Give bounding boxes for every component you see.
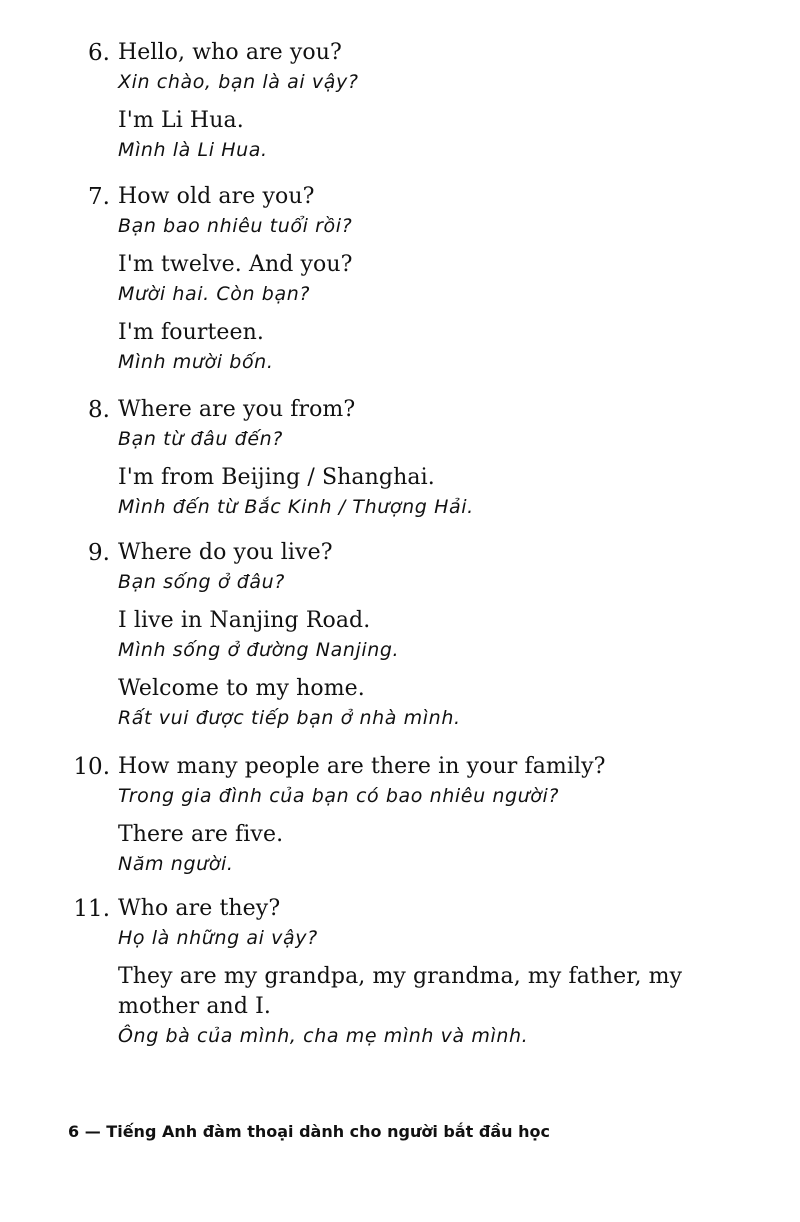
english-line: Where do you live?	[118, 540, 333, 565]
page-number: 6	[68, 1122, 80, 1141]
vietnamese-line: Họ là những ai vậy?	[118, 927, 318, 949]
english-line: I live in Nanjing Road.	[118, 608, 371, 633]
item-content	[118, 894, 748, 1050]
vietnamese-line: Xin chào, bạn là ai vậy?	[118, 71, 359, 93]
vietnamese-line: Mình đến từ Bắc Kinh / Thượng Hải.	[118, 496, 474, 518]
item-number: 8.	[88, 397, 110, 423]
english-line: I'm fourteen.	[118, 320, 265, 345]
vietnamese-line: Mình sống ở đường Nanjing.	[118, 639, 400, 661]
item-number: 7.	[88, 184, 110, 210]
item-number: 9.	[88, 540, 110, 566]
vietnamese-line: Bạn bao nhiêu tuổi rồi?	[118, 215, 353, 237]
vietnamese-line: Mười hai. Còn bạn?	[118, 283, 311, 305]
vietnamese-line: Năm người.	[118, 853, 234, 875]
english-line: I'm twelve. And you?	[118, 252, 353, 277]
item-content	[118, 182, 748, 376]
item-content	[118, 395, 748, 521]
item-content	[118, 538, 748, 732]
english-line: There are five.	[118, 822, 284, 847]
item-number: 10.	[73, 754, 110, 780]
vietnamese-line: Ông bà của mình, cha mẹ mình và mình.	[118, 1025, 529, 1047]
vietnamese-line: Trong gia đình của bạn có bao nhiêu người?	[118, 785, 560, 807]
vietnamese-line: Rất vui được tiếp bạn ở nhà mình.	[118, 707, 461, 729]
english-line: Welcome to my home.	[118, 676, 365, 701]
page-footer	[68, 1120, 550, 1144]
vietnamese-line: Bạn sống ở đâu?	[118, 571, 285, 593]
english-line: I'm from Beijing / Shanghai.	[118, 465, 435, 490]
item-number: 6.	[88, 40, 110, 66]
english-line: How old are you?	[118, 184, 315, 209]
english-line: How many people are there in your family?	[118, 754, 606, 779]
vietnamese-line: Mình là Li Hua.	[118, 139, 268, 161]
english-line: I'm Li Hua.	[118, 108, 244, 133]
english-line: Hello, who are you?	[118, 40, 342, 65]
english-line: Who are they?	[118, 896, 281, 921]
item-number: 11.	[73, 896, 110, 922]
vietnamese-line: Mình mười bốn.	[118, 351, 274, 373]
book-title: Tiếng Anh đàm thoại dành cho người bắt đầu học	[106, 1122, 550, 1141]
footer-separator: —	[84, 1122, 101, 1141]
english-line: Where are you from?	[118, 397, 356, 422]
item-content	[118, 38, 748, 164]
vietnamese-line: Bạn từ đâu đến?	[118, 428, 283, 450]
item-content	[118, 752, 748, 878]
english-line: They are my grandpa, my grandma, my father, my mother and I.	[118, 964, 683, 1019]
